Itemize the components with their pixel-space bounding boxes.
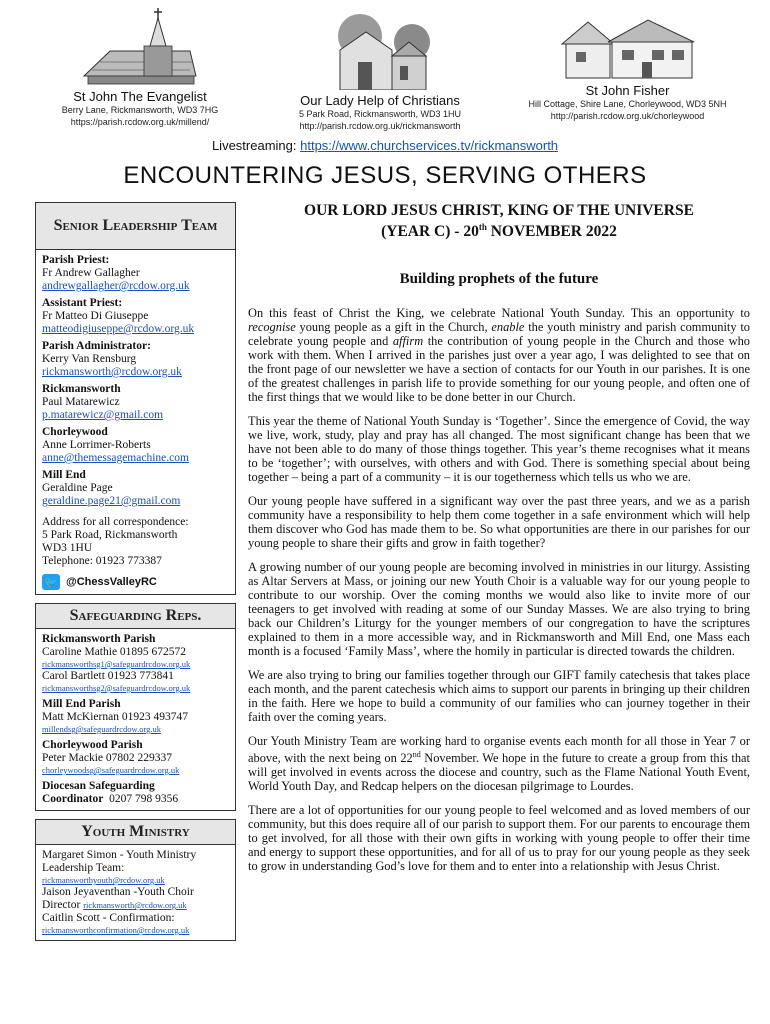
masthead-title: ENCOUNTERING JESUS, SERVING OTHERS xyxy=(123,162,647,189)
email-link[interactable]: matteodigiuseppe@rcdow.org.uk xyxy=(42,323,195,335)
twitter-handle: @ChessValleyRC xyxy=(66,575,157,588)
twitter-handle-row[interactable] xyxy=(42,574,229,590)
article-paragraph: There are a lot of opportunities for our young people to feel welcomed and as loved members of our community, but this does require all of our parish to support them. For our parents to encourage them to get involved, for all those with their own gifts in working with young people to offer their time and energy to support these opportunities, and for all of us to pray for our young people as they seek to grow in understanding God’s love for them and to enter into a relationship with Jesus Christ. xyxy=(248,803,750,874)
contact-rickmansworth: Rickmansworth Paul Matarewicz p.matarewicz@gmail.com xyxy=(42,383,229,422)
youth-ministry-title: Youth Ministry xyxy=(36,820,235,845)
church-name: Our Lady Help of Christians xyxy=(300,93,460,108)
leadership-box xyxy=(35,202,236,595)
email-link[interactable]: rickmansworth@rcdow.org.uk xyxy=(83,900,187,910)
church-st-john-evangelist xyxy=(40,6,240,128)
twitter-bird-icon: 🐦 xyxy=(42,574,60,590)
article-paragraph: On this feast of Christ the King, we celebrate National Youth Sunday. This an opportunity to recognise young people as a gift in the Church, enable the youth ministry and parish community to celebrate young people and affirm the contribution of young people in the Church and those who work with them. When I arrived in the parishes just over a year ago, I was delighted to see that on the front page of our newsletter we have a section of contacts for our Youth in our parishes. It is one of the greatest challenges in parish life to provide something for our young people, and often one of the first things that we would like to be done better in our Church. xyxy=(248,306,750,405)
church-name: St John Fisher xyxy=(585,83,670,98)
article-paragraph: Our Youth Ministry Team are working hard to organise events each month for all those in Year 7 or above, with the next being on 22nd November. We hope in the future to create a group from this that will get involved in events across the diocese and country, such as the Flame National Youth Event, World Youth Day, and Redcap helpers on the diocesan pilgrimage to Lourdes. xyxy=(248,734,750,794)
livestream-link[interactable]: https://www.churchservices.tv/rickmansworth xyxy=(300,138,559,153)
article-paragraph: This year the theme of National Youth Sunday is ‘Together’. Since the emergence of Covid, the way we live, work, study, play and pray has all changed. The most significant change has been that we have not been able to do many of those things together. This year’s theme recognises what it means to be ‘together’; with ourselves, with others and with God. There is something special about being together – being a part of a community – it is our togetherness which tells us who we are. xyxy=(248,414,750,485)
church-our-lady xyxy=(280,6,480,132)
safeguarding-title: Safeguarding Reps. xyxy=(36,604,235,629)
email-link[interactable]: rickmansworth@rcdow.org.uk xyxy=(42,366,182,378)
safeguarding-box xyxy=(35,603,236,811)
church-address: Berry Lane, Rickmansworth, WD3 7HG xyxy=(61,105,219,115)
contact-assistant-priest: Assistant Priest: Fr Matteo Di Giuseppe matteodigiuseppe@rcdow.org.uk xyxy=(42,297,229,336)
email-link[interactable]: rickmansworthsg2@safeguardrcdow.org.uk xyxy=(42,683,191,693)
youth-ministry-box xyxy=(35,819,236,941)
contact-administrator: Parish Administrator: Kerry Van Rensburg rickmansworth@rcdow.org.uk xyxy=(42,340,229,379)
livestream-line xyxy=(0,138,770,153)
contact-mill-end: Mill End Geraldine Page geraldine.page21@gmail.com xyxy=(42,469,229,508)
church-address: 5 Park Road, Rickmansworth, WD3 1HU xyxy=(298,109,462,119)
article-paragraph: Our young people have suffered in a significant way over the past three years, and we as a parish community have a responsibility to help them come together in a safe environment which will help them discover who God has made them to be. So what opportunities are there in our parishes for our young people to share their gifts and grow in faith together? xyxy=(248,494,750,551)
church-building-icon xyxy=(558,14,698,80)
church-building-icon xyxy=(80,6,200,86)
email-link[interactable]: rickmansworthsg1@safeguardrcdow.org.uk xyxy=(42,659,191,669)
email-link[interactable]: anne@themessagemachine.com xyxy=(42,452,189,464)
email-link[interactable]: p.matarewicz@gmail.com xyxy=(42,409,164,421)
email-link[interactable]: rickmansworthconfirmation@rcdow.org.uk xyxy=(42,925,190,935)
contact-parish-priest: Parish Priest: Fr Andrew Gallagher andrewgallagher@rcdow.org.uk xyxy=(42,254,229,293)
email-link[interactable]: chorleywoodsg@safeguardrcdow.org.uk xyxy=(42,765,180,775)
article-title: Building prophets of the future xyxy=(399,271,599,288)
email-link[interactable]: andrewgallagher@rcdow.org.uk xyxy=(42,280,190,292)
email-link[interactable]: millendsg@safeguardrcdow.org.uk xyxy=(42,724,162,734)
youth-ministry-body: Margaret Simon - Youth Ministry Leadership Team: rickmansworthyouth@rcdow.org.uk Jaison Jeyaventhan -Youth Choir Director rickmansworth@rcdow.org.uk Caitlin Scott - Confirmation: rickmansworthconfirmation@rcdow.org.uk xyxy=(36,845,235,940)
church-st-john-fisher xyxy=(515,14,740,122)
article-paragraph: We are also trying to bring our families together through our GIFT family catechesis that takes place each month, and the parent catechesis which aims to support our parents in bringing up their children in the faith. Here we hope to build a community of our families who can journey together in their faith over the coming years. xyxy=(248,668,750,725)
email-link[interactable]: rickmansworthyouth@rcdow.org.uk xyxy=(42,875,165,885)
contact-chorleywood: Chorleywood Anne Lorrimer-Roberts anne@themessagemachine.com xyxy=(42,426,229,465)
church-header xyxy=(0,0,770,140)
church-url[interactable]: https://parish.rcdow.org.uk/millend/ xyxy=(70,117,210,127)
church-address: Hill Cottage, Shire Lane, Chorleywood, WD3 5NH xyxy=(528,99,727,109)
church-building-icon xyxy=(320,6,440,90)
livestream-label: Livestreaming: xyxy=(211,138,297,153)
church-name: St John The Evangelist xyxy=(73,89,207,104)
leadership-title: Senior Leadership Team xyxy=(36,203,235,250)
article-paragraph: A growing number of our young people are becoming involved in ministries in our liturgy. Assisting as Altar Servers at Mass, or joining our new Youth Choir is a valuable way for our young people to contribute to our worship. Over the coming months we would also like to invite more of our teenagers to get involved with reading at some of our Sunday Masses. We are also trying to bring back our Children’s Liturgy for the younger members of our congregation to have the scriptures explained to them in a more accessible way, and in Rickmansworth and Mill End, one Mass each month is a focused ‘Family Mass’, where the homily in particular is directed towards the children. xyxy=(248,560,750,659)
main-article-column xyxy=(248,202,750,883)
sidebar-contacts xyxy=(35,202,236,949)
feast-heading: OUR LORD JESUS CHRIST, KING OF THE UNIVERSE (YEAR C) - 20th NOVEMBER 2022 xyxy=(304,202,694,241)
church-url[interactable]: http://parish.rcdow.org.uk/rickmansworth xyxy=(299,121,461,131)
email-link[interactable]: geraldine.page21@gmail.com xyxy=(42,495,181,507)
safeguarding-body: Rickmansworth Parish Caroline Mathie 01895 672572 rickmansworthsg1@safeguardrcdow.org.uk Carol Bartlett 01923 773841 rickmansworthsg2@safeguardrcdow.org.uk Mill End Parish Matt McKiernan 01923 493747 millendsg@safeguardrcdow.org.uk Chorleywood Parish Peter Mackie 07802 229337 chorleywoodsg@safeguardrcdow.org.uk Diocesan Safeguarding Coordinator 0207 798 9356 xyxy=(36,629,235,810)
correspondence-address: Address for all correspondence: 5 Park Road, Rickmansworth WD3 1HU Telephone: 01923 773387 xyxy=(42,516,189,567)
church-url[interactable]: http://parish.rcdow.org.uk/chorleywood xyxy=(550,111,705,121)
leadership-body xyxy=(36,250,235,594)
